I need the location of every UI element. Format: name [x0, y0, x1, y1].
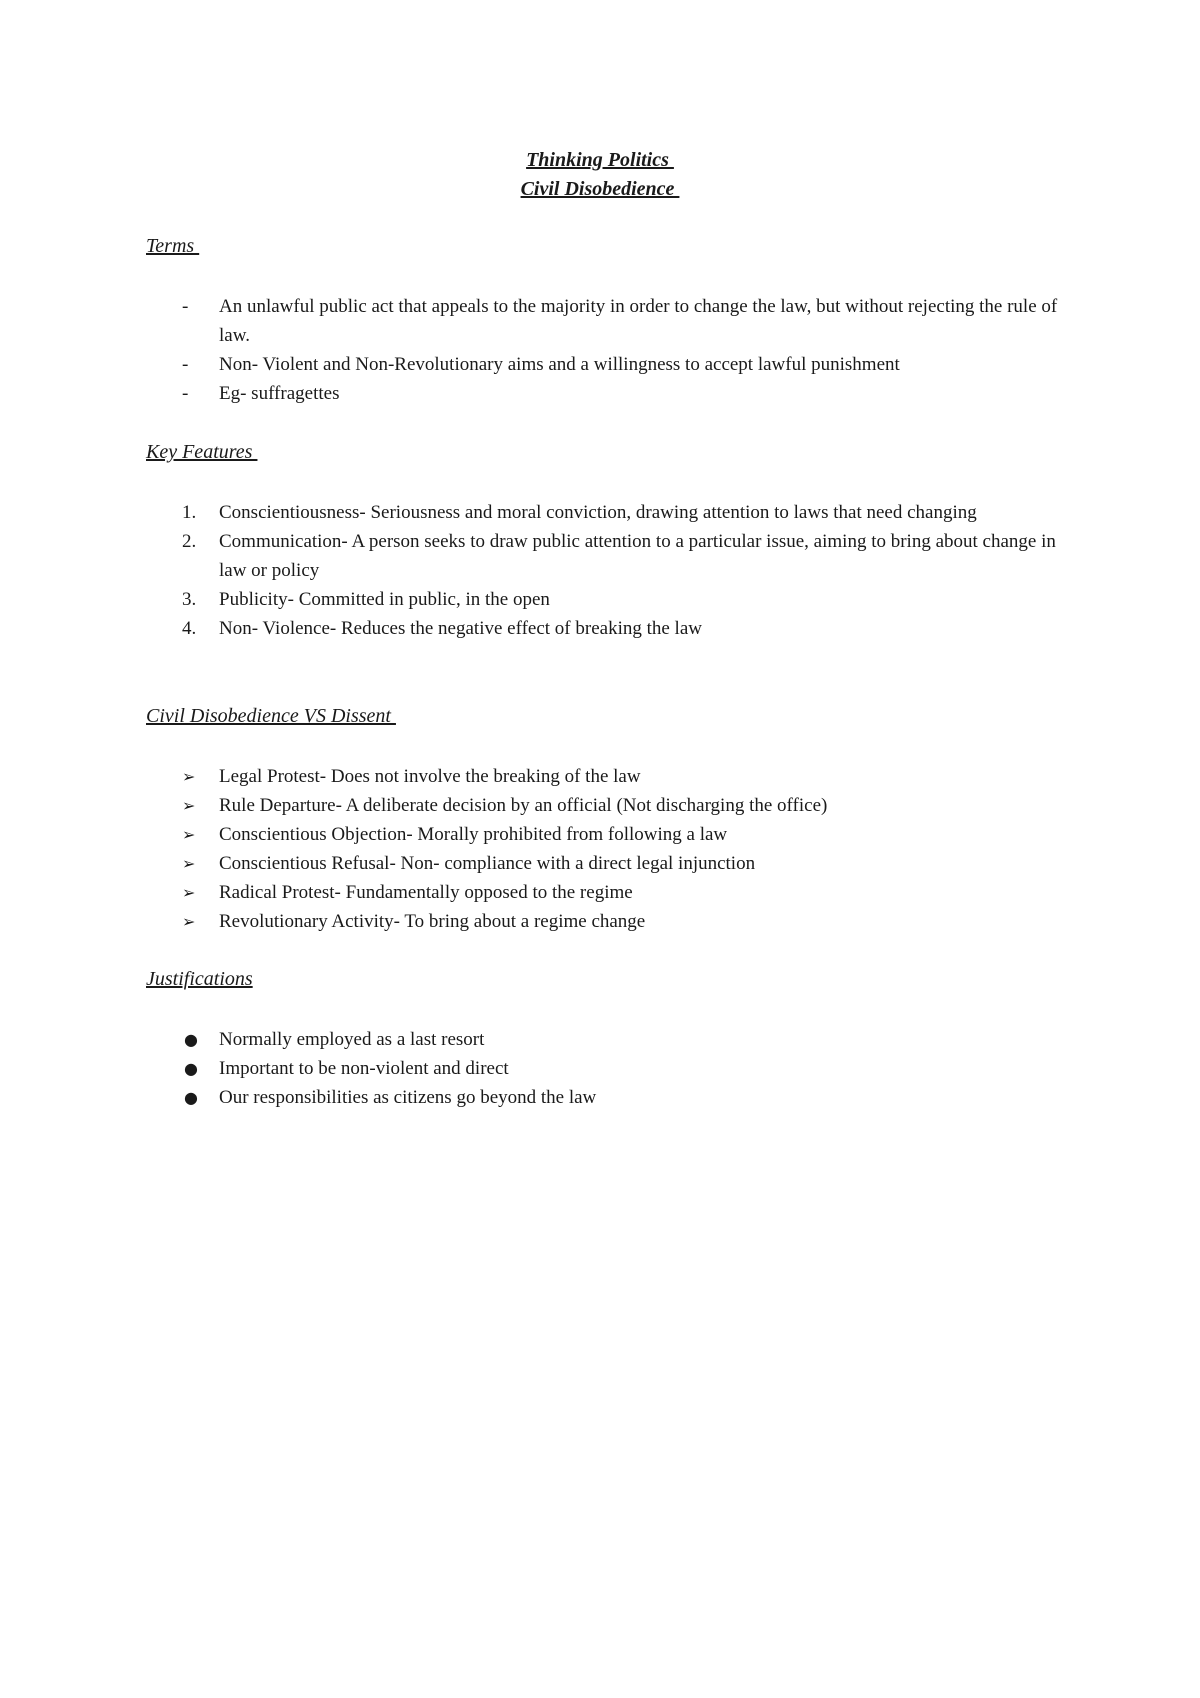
arrow-bullet-icon: ➢	[182, 767, 196, 786]
document-title: Thinking Politics	[526, 149, 674, 171]
list-item-text: Publicity- Committed in public, in the open	[219, 589, 550, 610]
terms-list	[146, 292, 1066, 408]
list-item	[146, 791, 1066, 820]
number-marker: 3.	[182, 589, 197, 610]
bullet-icon: ●	[184, 1030, 198, 1049]
key-features-heading: Key Features	[146, 441, 258, 463]
list-item	[146, 614, 1066, 643]
key-features-list	[146, 498, 1066, 643]
list-item-text: Conscientiousness- Seriousness and moral conviction, drawing attention to laws that need changing	[219, 502, 977, 523]
number-marker: 2.	[182, 531, 197, 552]
civil-vs-dissent-heading: Civil Disobedience VS Dissent	[146, 705, 396, 727]
list-item	[146, 1054, 1066, 1083]
number-marker: 1.	[182, 502, 197, 523]
dash-marker: -	[182, 354, 189, 375]
list-item-text: Eg- suffragettes	[219, 383, 340, 404]
title-block	[0, 146, 1200, 204]
list-item	[146, 820, 1066, 849]
list-item	[146, 1083, 1066, 1112]
list-item-text: Rule Departure- A deliberate decision by an official (Not discharging the office)	[219, 795, 828, 816]
list-item	[146, 849, 1066, 878]
justifications-list	[146, 1025, 1066, 1112]
dash-marker: -	[182, 383, 189, 404]
bullet-icon: ●	[184, 1088, 198, 1107]
list-item	[146, 907, 1066, 936]
list-item	[146, 527, 1066, 585]
arrow-bullet-icon: ➢	[182, 912, 196, 931]
arrow-bullet-icon: ➢	[182, 796, 196, 815]
list-item-text: Our responsibilities as citizens go beyond the law	[219, 1087, 597, 1108]
list-item-text: Normally employed as a last resort	[219, 1029, 485, 1050]
list-item-text: An unlawful public act that appeals to the majority in order to change the law, but without rejecting the rule of law.	[219, 296, 1058, 346]
document-subtitle: Civil Disobedience	[520, 178, 680, 200]
list-item-text: Communication- A person seeks to draw public attention to a particular issue, aiming to bring about change in law or policy	[219, 531, 1056, 581]
list-item-text: Important to be non-violent and direct	[219, 1058, 509, 1079]
terms-heading: Terms	[146, 235, 200, 257]
civil-vs-dissent-list	[146, 762, 1066, 936]
list-item-text: Non- Violent and Non-Revolutionary aims and a willingness to accept lawful punishment	[219, 354, 900, 375]
list-item	[146, 762, 1066, 791]
arrow-bullet-icon: ➢	[182, 854, 196, 873]
list-item	[146, 498, 1066, 527]
list-item	[146, 878, 1066, 907]
list-item	[146, 292, 1066, 350]
list-item-text: Non- Violence- Reduces the negative effect of breaking the law	[219, 618, 702, 639]
number-marker: 4.	[182, 618, 197, 639]
list-item-text: Radical Protest- Fundamentally opposed to the regime	[219, 882, 633, 903]
bullet-icon: ●	[184, 1059, 198, 1078]
arrow-bullet-icon: ➢	[182, 883, 196, 902]
dash-marker: -	[182, 296, 189, 317]
list-item-text: Conscientious Objection- Morally prohibited from following a law	[219, 824, 728, 845]
list-item	[146, 350, 1066, 379]
list-item	[146, 1025, 1066, 1054]
list-item-text: Legal Protest- Does not involve the breaking of the law	[219, 766, 641, 787]
list-item	[146, 379, 1066, 408]
list-item	[146, 585, 1066, 614]
justifications-heading: Justifications	[146, 968, 253, 990]
list-item-text: Conscientious Refusal- Non- compliance with a direct legal injunction	[219, 853, 756, 874]
list-item-text: Revolutionary Activity- To bring about a regime change	[219, 911, 646, 932]
arrow-bullet-icon: ➢	[182, 825, 196, 844]
